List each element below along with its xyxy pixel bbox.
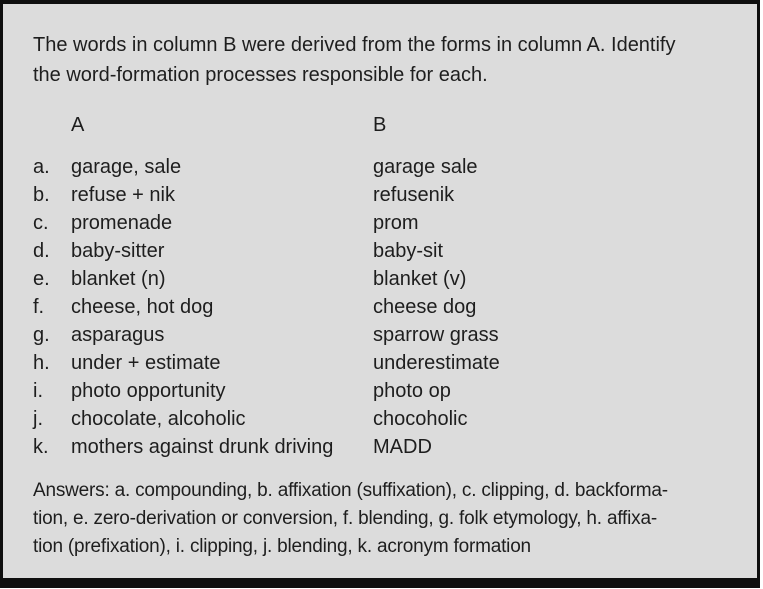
row-label: d. — [33, 240, 50, 262]
row-label: f. — [33, 296, 45, 318]
row-label: h. — [33, 352, 50, 374]
row-label: e. — [33, 268, 50, 290]
instruction-line-1: The words in column B were derived from the forms in column A. Identify — [33, 34, 676, 56]
row-source-form: cheese, hot dog — [71, 296, 214, 318]
row-derived-form: blanket (v) — [373, 268, 467, 290]
answers-line-1: Answers: a. compounding, b. affixation (suffixation), c. clipping, d. backforma- — [33, 480, 668, 501]
row-derived-form: sparrow grass — [373, 324, 499, 346]
row-source-form: garage, sale — [71, 156, 182, 178]
answers-line-2: tion, e. zero-derivation or conversion, f. blending, g. folk etymology, h. affixa- — [33, 508, 657, 529]
row-derived-form: MADD — [373, 436, 432, 458]
table-header-row — [33, 114, 757, 142]
column-a-header: A — [71, 114, 85, 136]
row-derived-form: baby-sit — [373, 240, 444, 262]
row-source-form: refuse + nik — [71, 184, 175, 206]
row-label: a. — [33, 156, 50, 178]
row-label: c. — [33, 212, 49, 234]
row-label: k. — [33, 436, 49, 458]
column-b-header: B — [373, 114, 387, 136]
row-derived-form: garage sale — [373, 156, 478, 178]
row-source-form: blanket (n) — [71, 268, 166, 290]
row-derived-form: chocoholic — [373, 408, 468, 430]
table-row-i — [33, 380, 757, 408]
row-derived-form: prom — [373, 212, 419, 234]
row-source-form: photo opportunity — [71, 380, 226, 402]
row-source-form: under + estimate — [71, 352, 221, 374]
row-derived-form: photo op — [373, 380, 451, 402]
instruction-line-2: the word-formation processes responsible for each. — [33, 64, 488, 86]
table-row-f — [33, 296, 757, 324]
table-row-c — [33, 212, 757, 240]
row-derived-form: cheese dog — [373, 296, 477, 318]
table-row-a — [33, 156, 757, 184]
row-label: j. — [33, 408, 43, 430]
answers-paragraph — [33, 477, 757, 561]
row-source-form: mothers against drunk driving — [71, 436, 334, 458]
row-source-form: promenade — [71, 212, 173, 234]
row-label: b. — [33, 184, 50, 206]
table-row-g — [33, 324, 757, 352]
answers-line-3: tion (prefixation), i. clipping, j. blending, k. acronym formation — [33, 536, 531, 557]
word-formation-table — [33, 114, 757, 464]
table-row-b — [33, 184, 757, 212]
row-source-form: baby-sitter — [71, 240, 165, 262]
row-source-form: asparagus — [71, 324, 165, 346]
exercise-instructions — [33, 30, 731, 90]
row-derived-form: underestimate — [373, 352, 500, 374]
table-row-j — [33, 408, 757, 436]
table-row-d — [33, 240, 757, 268]
row-label: g. — [33, 324, 50, 346]
row-source-form: chocolate, alcoholic — [71, 408, 246, 430]
table-row-h — [33, 352, 757, 380]
row-derived-form: refusenik — [373, 184, 455, 206]
row-label: i. — [33, 380, 43, 402]
table-row-k — [33, 436, 757, 464]
table-row-e — [33, 268, 757, 296]
